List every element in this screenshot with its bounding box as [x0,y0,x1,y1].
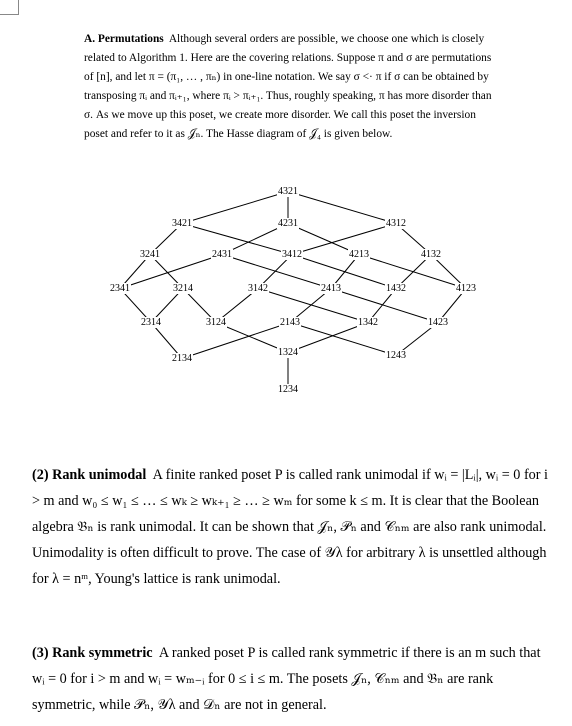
hasse-edge-4321-4312 [288,192,396,224]
section-2-text: A finite ranked poset P is called rank unimodal if wᵢ = |Lᵢ|, wᵢ = 0 for i > m and w₀ ≤ w₁ ≤ … ≤ wₖ ≥ wₖ₊₁ ≥ … ≥ wₘ for some k ≤ m. It is clear that the Boolean algebra 𝔅ₙ is rank unimodal. It can be shown that 𝒥ₙ, 𝒫ₙ and 𝒞ₙₘ are also rank unimodal. Unimodality is often difficult to prove. The case of 𝒴λ for arbitrary λ is unsettled although for λ = nᵐ, Young's lattice is rank unimodal. [32,467,548,587]
hasse-edge-2143-1243 [290,323,396,356]
node-4123: 4123 [456,283,476,294]
node-4132: 4132 [421,249,441,260]
node-1243: 1243 [386,350,406,361]
node-4231: 4231 [278,218,298,229]
section-2-paragraph [32,462,554,592]
node-2134: 2134 [172,353,192,364]
node-2341: 2341 [110,283,130,294]
section-a-text: Although several orders are possible, we choose one which is closely related to Algorithm 1. Here are the covering relations. Suppose π and σ are permutations of [n], and let π = (π₁, … , πₙ) in one-line notation. We say σ <· π if σ can be obtained by transposing πᵢ and πᵢ₊₁, where πᵢ > πᵢ₊₁. Thus, roughly speaking, π has more disorder than σ. As we move up this poset, we create more disorder. We call this poset the inversion poset and refer to it as 𝒥ₙ. The Hasse diagram of 𝒥₄ is given below. [84,33,492,141]
node-3142: 3142 [248,283,268,294]
hasse-edge-2431-2413 [222,255,331,289]
hasse-edge-3412-1432 [292,255,396,289]
hasse-edge-3421-3412 [182,224,292,255]
node-4321: 4321 [278,186,298,197]
node-4213: 4213 [349,249,369,260]
node-3124: 3124 [206,317,226,328]
section-a-heading: A. Permutations [84,33,164,45]
node-4312: 4312 [386,218,406,229]
hasse-edge-2143-2134 [182,323,290,359]
hasse-edges [0,176,572,416]
node-3421: 3421 [172,218,192,229]
page-corner-mark [0,0,19,15]
node-2431: 2431 [212,249,232,260]
node-3214: 3214 [173,283,193,294]
node-3412: 3412 [282,249,302,260]
node-1432: 1432 [386,283,406,294]
node-1342: 1342 [358,317,378,328]
hasse-diagram [0,176,572,416]
node-2413: 2413 [321,283,341,294]
node-2143: 2143 [280,317,300,328]
hasse-edge-4213-4123 [359,255,466,289]
section-3-text: A ranked poset P is called rank symmetric if there is an m such that wᵢ = 0 for i > m and wᵢ = wₘ₋ᵢ for 0 ≤ i ≤ m. The posets 𝒥ₙ, 𝒞ₙₘ and 𝔅ₙ are rank symmetric, while 𝒫ₙ, 𝒴λ and 𝒟ₙ are not in general. [32,645,541,713]
node-1324: 1324 [278,347,298,358]
hasse-edge-3142-1342 [258,289,368,323]
hasse-edge-4312-3412 [292,224,396,255]
section-2-heading: (2) Rank unimodal [32,467,147,483]
node-1423: 1423 [428,317,448,328]
node-1234: 1234 [278,384,298,395]
node-2314: 2314 [141,317,161,328]
section-3-paragraph [32,640,554,718]
section-3-heading: (3) Rank symmetric [32,645,153,661]
hasse-edge-4321-3421 [182,192,288,224]
node-3241: 3241 [140,249,160,260]
section-a-paragraph [84,30,502,145]
